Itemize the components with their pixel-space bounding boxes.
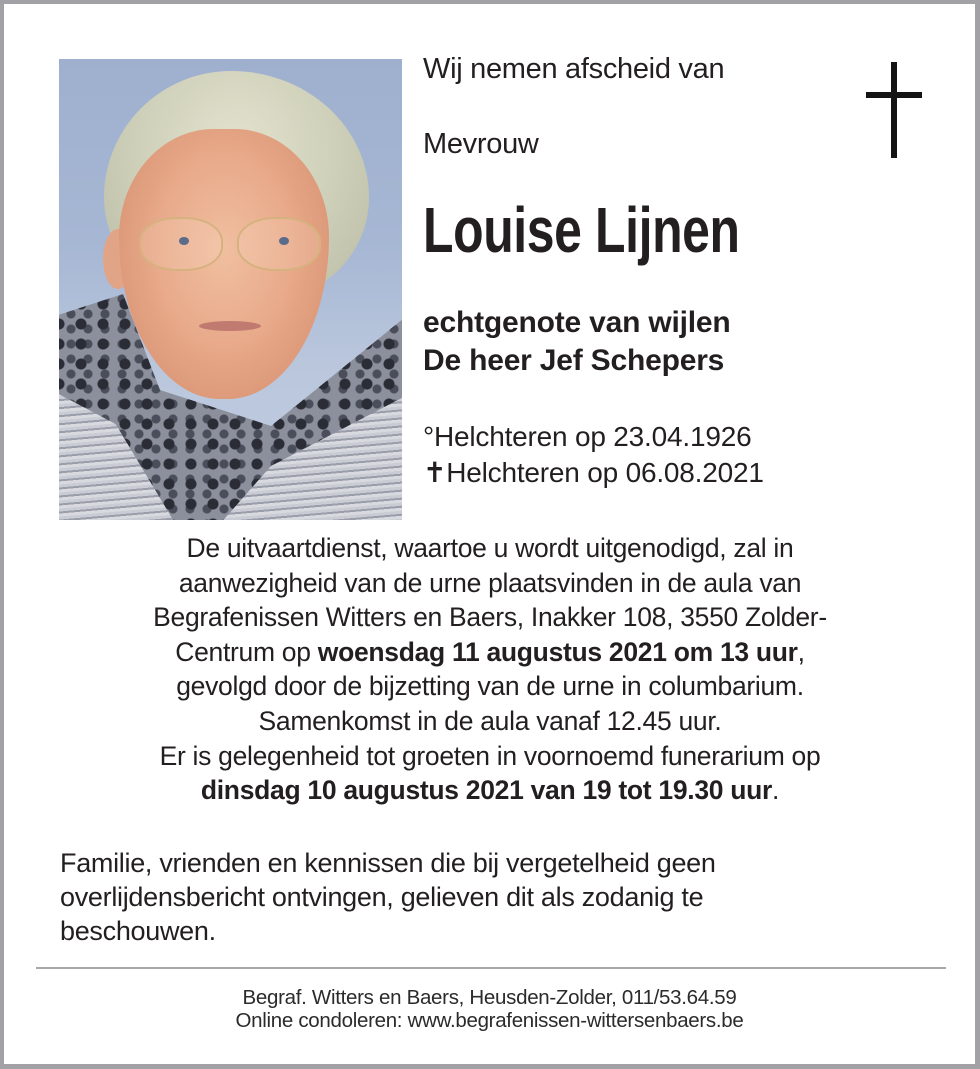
funeral-service-details	[34, 531, 946, 808]
notice-line: beschouwen.	[60, 916, 216, 946]
spouse-line: echtgenote van wijlen	[423, 306, 731, 339]
visitation-datetime: dinsdag 10 augustus 2021 van 19 tot 19.30 uur	[200, 775, 773, 806]
service-line: gevolgd door de bijzetting van de urne in columbarium.	[176, 671, 804, 702]
service-datetime: woensdag 11 augustus 2021 om 13 uur	[317, 636, 798, 667]
service-line	[34, 635, 946, 670]
service-text: .	[772, 775, 780, 806]
honorific: Mevrouw	[423, 128, 539, 160]
cross-vertical-bar	[891, 62, 897, 158]
life-dates	[423, 419, 764, 491]
obituary-card	[4, 4, 975, 1064]
cross-horizontal-bar	[866, 92, 922, 98]
family-notice	[60, 846, 920, 948]
spouse-line: De heer Jef Schepers	[423, 344, 725, 377]
photo-glasses-right	[237, 217, 321, 271]
latin-cross-icon	[866, 62, 922, 159]
deceased-name: Louise Lijnen	[423, 194, 740, 266]
footer	[4, 986, 975, 1032]
notice-line: overlijdensbericht ontvingen, gelieven dit als zodanig te	[60, 882, 704, 912]
death-date: ✝Helchteren op 06.08.2021	[423, 457, 764, 488]
divider	[36, 967, 946, 969]
photo-eye-right	[279, 237, 289, 245]
service-text: Centrum op	[175, 636, 318, 667]
online-condolence-link: Online condoleren: www.begrafenissen-wittersenbaers.be	[235, 1009, 744, 1032]
spouse-info	[423, 304, 731, 380]
service-line: Begrafenissen Witters en Baers, Inakker 108, 3550 Zolder-	[153, 602, 827, 633]
service-line	[34, 773, 946, 808]
notice-line: Familie, vrienden en kennissen die bij vergetelheid geen	[60, 848, 716, 878]
birth-date: °Helchteren op 23.04.1926	[423, 421, 752, 452]
photo-eye-left	[179, 237, 189, 245]
service-line: Er is gelegenheid tot groeten in voornoemd funerarium op	[159, 740, 821, 771]
intro-text: Wij nemen afscheid van	[423, 53, 725, 85]
service-line: aanwezigheid van de urne plaatsvinden in de aula van	[178, 567, 802, 598]
funeral-home-contact: Begraf. Witters en Baers, Heusden-Zolder, 011/53.64.59	[242, 986, 737, 1009]
portrait-photo	[59, 59, 402, 520]
service-line: Samenkomst in de aula vanaf 12.45 uur.	[258, 705, 722, 736]
photo-mouth	[199, 321, 261, 331]
service-text: ,	[797, 636, 805, 667]
service-line: De uitvaartdienst, waartoe u wordt uitgenodigd, zal in	[186, 533, 794, 563]
